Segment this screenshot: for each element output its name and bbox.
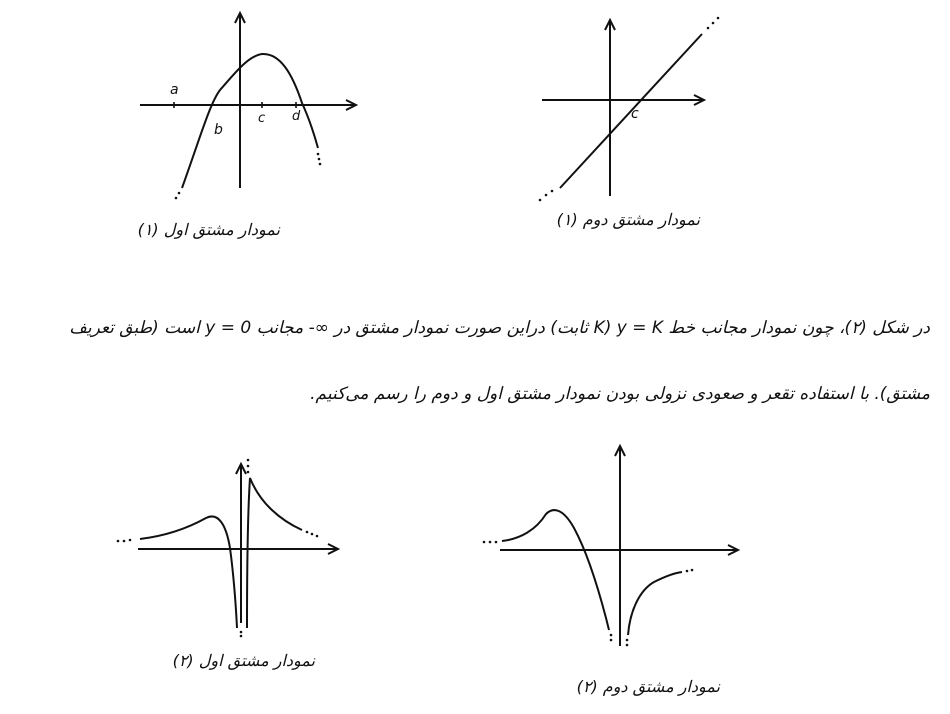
dot	[311, 533, 314, 536]
dot	[123, 540, 126, 543]
dot	[483, 541, 486, 544]
dot	[610, 634, 613, 637]
dot	[178, 192, 181, 195]
right-branch	[247, 478, 302, 628]
dot	[707, 27, 710, 30]
graph-first-derivative-1	[130, 8, 370, 208]
left-branch	[502, 510, 609, 630]
label-c: c	[258, 111, 266, 126]
dot	[717, 17, 720, 20]
caption-graph-2: نمودار مشتق دوم (۱)	[556, 210, 700, 229]
caption-graph-4: نمودار مشتق دوم (۲)	[576, 677, 720, 696]
dot	[318, 158, 321, 161]
right-branch	[628, 572, 682, 635]
dot	[319, 163, 322, 166]
dot	[686, 570, 689, 573]
dot	[240, 631, 243, 634]
graph-second-derivative-2	[470, 440, 750, 650]
dot	[247, 459, 250, 462]
dot	[551, 190, 554, 193]
dot	[129, 539, 132, 542]
label-d: d	[292, 109, 301, 124]
dot	[626, 639, 629, 642]
dot	[247, 465, 250, 468]
dot	[247, 471, 250, 474]
caption-graph-1: نمودار مشتق اول (۱)	[137, 220, 280, 239]
graph-first-derivative-2	[110, 438, 350, 638]
dot	[691, 569, 694, 572]
dot	[610, 639, 613, 642]
label-c: c	[631, 106, 639, 122]
dot	[175, 197, 178, 200]
dot	[545, 194, 548, 197]
dot	[306, 531, 309, 534]
dot	[489, 541, 492, 544]
caption-graph-3: نمودار مشتق اول (۲)	[172, 651, 315, 670]
dot	[495, 541, 498, 544]
dot	[117, 540, 120, 543]
dot	[316, 535, 319, 538]
paragraph-line-1: در شکل (۲)، چون نمودار مجانب خط y = K (K ثابت) دراین صورت نمودار مشتق در ∞- مجانب y = 0 است (طبق تعریف	[69, 318, 930, 338]
dot	[712, 22, 715, 25]
graph-second-derivative-1	[530, 10, 730, 210]
dot	[240, 635, 243, 638]
dot	[317, 153, 320, 156]
label-b: b	[214, 122, 223, 138]
dot	[539, 199, 542, 202]
dot	[626, 644, 629, 647]
paragraph-line-2: مشتق). با استفاده تقعر و صعودی نزولی بودن نمودار مشتق اول و دوم را رسم می‌کنیم.	[310, 384, 930, 404]
left-branch	[140, 516, 237, 628]
label-a: a	[170, 82, 179, 98]
